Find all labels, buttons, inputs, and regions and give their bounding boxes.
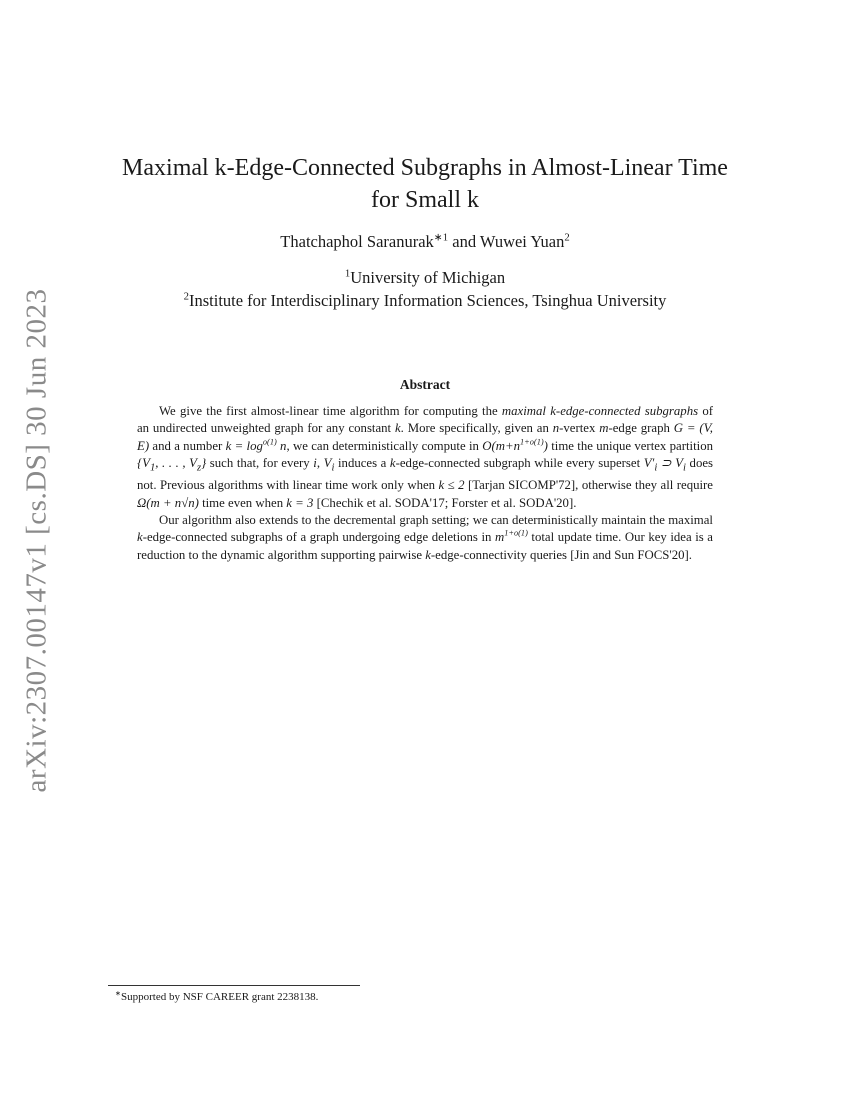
math-superscript: o(1) (262, 437, 277, 447)
author-1-name: Thatchaphol Saranurak (280, 232, 434, 251)
abstract-text: -edge-connectivity queries [Jin and Sun FOCS'20]. (430, 547, 692, 562)
abstract-text: does not. Previous algorithms with linear time work only when (137, 456, 713, 493)
footnote-text: Supported by NSF CAREER grant 2238138. (120, 991, 319, 1003)
math-expression: k (137, 530, 143, 545)
math-expression: } (201, 456, 207, 471)
abstract-text: -edge-connected subgraphs of a graph undergoing edge deletions in (142, 530, 495, 545)
math-expression: V′ (643, 456, 655, 471)
math-subscript: z (196, 462, 202, 474)
affiliation-2-mark: 2 (183, 290, 189, 303)
math-expression: k = 3 (286, 495, 314, 510)
math-expression: m (599, 421, 609, 436)
math-expression: V (323, 456, 332, 471)
footnote-mark: ∗ (115, 989, 121, 998)
author-2-marks: 2 (564, 231, 570, 244)
abstract-text: of an undirected unweighted graph for any constant (137, 404, 713, 436)
footnote-divider (108, 985, 360, 986)
math-expression: k = log (225, 438, 263, 453)
footnote (115, 991, 318, 1003)
abstract-text: total update time. Our key idea is a reduction to the dynamic algorithm supporting pairwise (137, 530, 713, 562)
affiliation-1-name: University of Michigan (350, 268, 506, 287)
author-list (0, 232, 850, 252)
math-expression: k (389, 456, 396, 471)
abstract-text: -vertex (559, 421, 600, 436)
paper-title (0, 152, 850, 216)
math-expression: G = (V, E) (137, 421, 713, 453)
math-superscript: 1+o(1) (520, 437, 544, 447)
abstract-text: , (316, 456, 324, 471)
math-expression: k (394, 421, 401, 436)
math-expression: k ≤ 2 (438, 478, 465, 493)
math-subscript: i (654, 462, 658, 474)
abstract-text: [Chechik et al. SODA'17; Forster et al. SODA'20]. (313, 495, 577, 510)
math-expression: ⊃ V (657, 456, 683, 471)
abstract-text: [Tarjan SICOMP'72], otherwise they all require (464, 478, 713, 493)
author-2-name: Wuwei Yuan (479, 232, 565, 251)
abstract-emphasis: maximal k-edge-connected subgraphs (501, 404, 699, 418)
affiliation-2 (0, 289, 850, 312)
abstract-text: induces a (334, 456, 390, 471)
math-subscript: i (683, 462, 686, 474)
abstract-text: -edge-connected subgraph while every superset (395, 456, 644, 471)
title-line-1: Maximal k-Edge-Connected Subgraphs in Almost-Linear Time (122, 155, 728, 181)
abstract-text: time the unique vertex partition (547, 438, 713, 453)
affiliation-1 (0, 266, 850, 289)
abstract-body (137, 403, 713, 564)
math-subscript: 1 (149, 462, 156, 474)
author-1-marks: ∗1 (433, 231, 449, 244)
abstract-text: -edge graph (608, 421, 674, 436)
author-conjunction: and (448, 232, 480, 251)
abstract-text: We give the first almost-linear time algorithm for computing the (159, 404, 502, 418)
abstract-text: time even when (198, 495, 287, 510)
abstract-text: . More specifically, given an (400, 421, 553, 436)
math-expression: O(m+n (482, 438, 521, 453)
abstract-text: and a number (149, 438, 226, 453)
abstract-heading: Abstract (399, 377, 451, 392)
arxiv-id-text: arXiv:2307.00147v1 [cs.DS] 30 Jun 2023 (20, 288, 53, 792)
math-expression: n (276, 438, 287, 453)
math-superscript: 1+o(1) (504, 529, 528, 539)
math-expression: i (313, 456, 317, 471)
math-expression: , . . . , V (155, 456, 197, 471)
title-line-2: for Small k (371, 187, 479, 213)
affiliation-1-mark: 1 (344, 267, 351, 280)
math-expression: m (494, 530, 505, 545)
math-expression: ) (543, 438, 548, 453)
math-expression: {V (137, 456, 150, 471)
abstract-text: , we can deterministically compute in (286, 438, 483, 453)
abstract-text: Our algorithm also extends to the decremental graph setting; we can deterministically maintain the maximal (159, 512, 713, 527)
math-expression: Ω(m + n√n) (137, 495, 199, 510)
math-expression: n (552, 421, 560, 436)
abstract-paragraph-1 (137, 403, 713, 512)
abstract-text: such that, for every (206, 456, 314, 471)
arxiv-identifier-stamp (12, 288, 62, 792)
math-expression: k (425, 547, 431, 562)
abstract-paragraph-2 (137, 512, 713, 564)
math-subscript: i (331, 462, 335, 474)
affiliation-2-name: Institute for Interdisciplinary Information Sciences, Tsinghua University (188, 291, 667, 310)
affiliation-list (0, 266, 850, 312)
